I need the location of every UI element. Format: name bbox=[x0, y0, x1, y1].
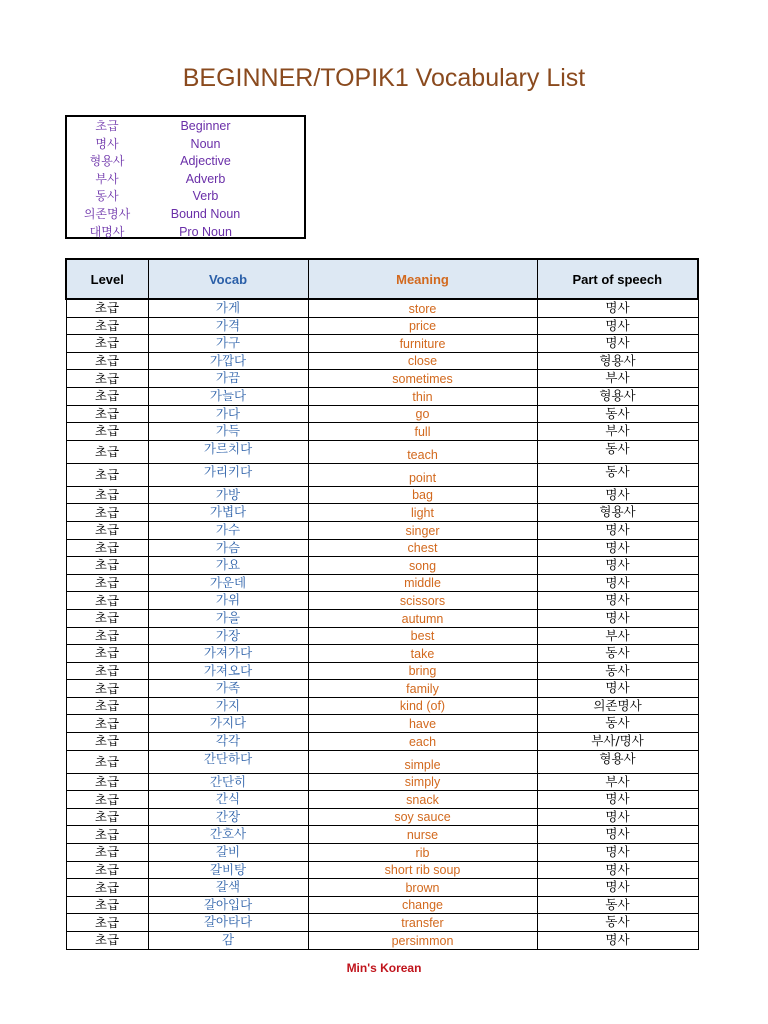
cell-meaning: take bbox=[308, 645, 537, 663]
table-row bbox=[66, 521, 698, 539]
cell-level: 초급 bbox=[66, 914, 148, 932]
header-part-of-speech: Part of speech bbox=[537, 259, 698, 299]
table-row bbox=[66, 773, 698, 791]
cell-level: 초급 bbox=[66, 521, 148, 539]
table-row bbox=[66, 317, 698, 335]
cell-vocab: 가운데 bbox=[148, 574, 308, 592]
table-header-row bbox=[66, 259, 698, 299]
table-row bbox=[66, 896, 698, 914]
legend-english: Bound Noun bbox=[170, 206, 241, 221]
cell-part-of-speech: 명사 bbox=[537, 539, 698, 557]
table-row bbox=[66, 423, 698, 441]
cell-meaning: full bbox=[308, 423, 537, 441]
table-row bbox=[66, 697, 698, 715]
cell-level: 초급 bbox=[66, 539, 148, 557]
cell-vocab: 갈비 bbox=[148, 844, 308, 862]
cell-part-of-speech: 부사/명사 bbox=[537, 733, 698, 751]
legend-row bbox=[67, 118, 304, 136]
cell-part-of-speech: 명사 bbox=[537, 861, 698, 879]
legend-korean: 명사 bbox=[95, 136, 119, 151]
cell-part-of-speech: 명사 bbox=[537, 879, 698, 897]
cell-part-of-speech: 명사 bbox=[537, 592, 698, 610]
cell-meaning: family bbox=[308, 680, 537, 698]
table-row bbox=[66, 791, 698, 809]
cell-vocab: 갈색 bbox=[148, 879, 308, 897]
cell-meaning: go bbox=[308, 405, 537, 423]
table-row bbox=[66, 750, 698, 773]
table-row bbox=[66, 440, 698, 463]
header-meaning: Meaning bbox=[308, 259, 537, 299]
cell-meaning: transfer bbox=[308, 914, 537, 932]
cell-part-of-speech: 명사 bbox=[537, 826, 698, 844]
table-row bbox=[66, 299, 698, 317]
cell-vocab: 간식 bbox=[148, 791, 308, 809]
legend-row bbox=[67, 188, 304, 206]
cell-meaning: have bbox=[308, 715, 537, 733]
cell-part-of-speech: 형용사 bbox=[537, 352, 698, 370]
cell-vocab: 가볍다 bbox=[148, 504, 308, 522]
cell-part-of-speech: 명사 bbox=[537, 609, 698, 627]
cell-vocab: 가수 bbox=[148, 521, 308, 539]
cell-part-of-speech: 명사 bbox=[537, 844, 698, 862]
cell-part-of-speech: 명사 bbox=[537, 680, 698, 698]
cell-vocab: 가끔 bbox=[148, 370, 308, 388]
cell-level: 초급 bbox=[66, 733, 148, 751]
legend-english: Pro Noun bbox=[179, 224, 232, 239]
cell-vocab: 가지 bbox=[148, 697, 308, 715]
cell-level: 초급 bbox=[66, 486, 148, 504]
table-row bbox=[66, 539, 698, 557]
table-row bbox=[66, 715, 698, 733]
legend-row bbox=[67, 153, 304, 171]
cell-meaning: singer bbox=[308, 521, 537, 539]
cell-level: 초급 bbox=[66, 826, 148, 844]
cell-part-of-speech: 형용사 bbox=[537, 504, 698, 522]
cell-meaning: each bbox=[308, 733, 537, 751]
cell-vocab: 가늘다 bbox=[148, 387, 308, 405]
cell-meaning: song bbox=[308, 557, 537, 575]
cell-level: 초급 bbox=[66, 662, 148, 680]
cell-level: 초급 bbox=[66, 791, 148, 809]
table-row bbox=[66, 808, 698, 826]
cell-meaning: soy sauce bbox=[308, 808, 537, 826]
cell-meaning: simply bbox=[308, 773, 537, 791]
legend-korean: 부사 bbox=[95, 171, 119, 186]
cell-vocab: 가다 bbox=[148, 405, 308, 423]
cell-level: 초급 bbox=[66, 808, 148, 826]
cell-vocab: 간호사 bbox=[148, 826, 308, 844]
cell-level: 초급 bbox=[66, 697, 148, 715]
cell-part-of-speech: 의존명사 bbox=[537, 697, 698, 715]
cell-vocab: 가방 bbox=[148, 486, 308, 504]
legend-english: Adverb bbox=[185, 171, 226, 186]
cell-vocab: 간장 bbox=[148, 808, 308, 826]
cell-level: 초급 bbox=[66, 609, 148, 627]
cell-part-of-speech: 부사 bbox=[537, 370, 698, 388]
legend-box bbox=[65, 115, 306, 239]
legend-row bbox=[67, 224, 304, 242]
cell-level: 초급 bbox=[66, 352, 148, 370]
cell-vocab: 가격 bbox=[148, 317, 308, 335]
cell-level: 초급 bbox=[66, 317, 148, 335]
cell-level: 초급 bbox=[66, 463, 148, 486]
table-row bbox=[66, 645, 698, 663]
cell-level: 초급 bbox=[66, 844, 148, 862]
cell-part-of-speech: 명사 bbox=[537, 574, 698, 592]
cell-level: 초급 bbox=[66, 879, 148, 897]
cell-part-of-speech: 동사 bbox=[537, 440, 698, 463]
cell-vocab: 가리키다 bbox=[148, 463, 308, 486]
table-row bbox=[66, 486, 698, 504]
cell-level: 초급 bbox=[66, 440, 148, 463]
cell-part-of-speech: 동사 bbox=[537, 645, 698, 663]
table-row bbox=[66, 463, 698, 486]
cell-part-of-speech: 명사 bbox=[537, 521, 698, 539]
cell-meaning: bring bbox=[308, 662, 537, 680]
cell-level: 초급 bbox=[66, 773, 148, 791]
cell-meaning: light bbox=[308, 504, 537, 522]
cell-meaning: price bbox=[308, 317, 537, 335]
table-row bbox=[66, 826, 698, 844]
cell-vocab: 가을 bbox=[148, 609, 308, 627]
cell-level: 초급 bbox=[66, 405, 148, 423]
cell-level: 초급 bbox=[66, 335, 148, 353]
cell-meaning: sometimes bbox=[308, 370, 537, 388]
cell-meaning: point bbox=[308, 463, 537, 486]
cell-vocab: 간단히 bbox=[148, 773, 308, 791]
legend-korean: 형용사 bbox=[89, 154, 125, 169]
cell-part-of-speech: 명사 bbox=[537, 791, 698, 809]
cell-meaning: close bbox=[308, 352, 537, 370]
cell-vocab: 가구 bbox=[148, 335, 308, 353]
cell-meaning: kind (of) bbox=[308, 697, 537, 715]
cell-vocab: 갈아입다 bbox=[148, 896, 308, 914]
cell-vocab: 가깝다 bbox=[148, 352, 308, 370]
legend-row bbox=[67, 206, 304, 224]
legend-korean: 의존명사 bbox=[83, 206, 131, 221]
cell-part-of-speech: 명사 bbox=[537, 557, 698, 575]
cell-level: 초급 bbox=[66, 504, 148, 522]
cell-meaning: simple bbox=[308, 750, 537, 773]
cell-meaning: middle bbox=[308, 574, 537, 592]
table-row bbox=[66, 879, 698, 897]
cell-level: 초급 bbox=[66, 557, 148, 575]
table-row bbox=[66, 609, 698, 627]
cell-meaning: rib bbox=[308, 844, 537, 862]
cell-part-of-speech: 동사 bbox=[537, 463, 698, 486]
table-row bbox=[66, 844, 698, 862]
table-row bbox=[66, 592, 698, 610]
cell-level: 초급 bbox=[66, 896, 148, 914]
table-row bbox=[66, 861, 698, 879]
legend-english: Adjective bbox=[180, 154, 231, 169]
cell-part-of-speech: 동사 bbox=[537, 405, 698, 423]
table-row bbox=[66, 662, 698, 680]
cell-vocab: 갈아타다 bbox=[148, 914, 308, 932]
cell-part-of-speech: 부사 bbox=[537, 423, 698, 441]
cell-vocab: 가져오다 bbox=[148, 662, 308, 680]
cell-vocab: 가르치다 bbox=[148, 440, 308, 463]
table-row bbox=[66, 627, 698, 645]
vocab-table bbox=[65, 258, 699, 950]
cell-vocab: 가지다 bbox=[148, 715, 308, 733]
table-row bbox=[66, 733, 698, 751]
cell-meaning: short rib soup bbox=[308, 861, 537, 879]
cell-meaning: persimmon bbox=[308, 932, 537, 950]
page-title: BEGINNER/TOPIK1 Vocabulary List bbox=[182, 64, 586, 92]
cell-vocab: 가위 bbox=[148, 592, 308, 610]
cell-vocab: 가장 bbox=[148, 627, 308, 645]
legend-korean: 대명사 bbox=[89, 224, 125, 239]
cell-level: 초급 bbox=[66, 932, 148, 950]
table-row bbox=[66, 352, 698, 370]
cell-part-of-speech: 형용사 bbox=[537, 387, 698, 405]
cell-meaning: teach bbox=[308, 440, 537, 463]
cell-part-of-speech: 동사 bbox=[537, 662, 698, 680]
cell-meaning: store bbox=[308, 299, 537, 317]
legend-row bbox=[67, 171, 304, 189]
cell-part-of-speech: 명사 bbox=[537, 299, 698, 317]
cell-meaning: furniture bbox=[308, 335, 537, 353]
table-row bbox=[66, 557, 698, 575]
cell-meaning: brown bbox=[308, 879, 537, 897]
cell-vocab: 각각 bbox=[148, 733, 308, 751]
cell-level: 초급 bbox=[66, 592, 148, 610]
cell-part-of-speech: 동사 bbox=[537, 914, 698, 932]
cell-meaning: nurse bbox=[308, 826, 537, 844]
cell-part-of-speech: 명사 bbox=[537, 317, 698, 335]
footer-brand: Min's Korean bbox=[346, 961, 422, 975]
cell-meaning: change bbox=[308, 896, 537, 914]
table-row bbox=[66, 387, 698, 405]
cell-part-of-speech: 동사 bbox=[537, 896, 698, 914]
table-row bbox=[66, 370, 698, 388]
cell-level: 초급 bbox=[66, 423, 148, 441]
cell-part-of-speech: 형용사 bbox=[537, 750, 698, 773]
cell-part-of-speech: 부사 bbox=[537, 773, 698, 791]
cell-vocab: 가게 bbox=[148, 299, 308, 317]
cell-vocab: 가득 bbox=[148, 423, 308, 441]
cell-level: 초급 bbox=[66, 627, 148, 645]
table-row bbox=[66, 405, 698, 423]
cell-level: 초급 bbox=[66, 645, 148, 663]
legend-english: Verb bbox=[192, 189, 219, 204]
cell-meaning: scissors bbox=[308, 592, 537, 610]
legend-english: Noun bbox=[190, 136, 221, 151]
legend-english: Beginner bbox=[180, 119, 231, 133]
cell-level: 초급 bbox=[66, 370, 148, 388]
cell-vocab: 갈비탕 bbox=[148, 861, 308, 879]
cell-vocab: 가요 bbox=[148, 557, 308, 575]
cell-level: 초급 bbox=[66, 750, 148, 773]
header-level: Level bbox=[66, 259, 148, 299]
table-row bbox=[66, 335, 698, 353]
cell-level: 초급 bbox=[66, 680, 148, 698]
legend-korean: 동사 bbox=[95, 189, 119, 204]
cell-part-of-speech: 동사 bbox=[537, 715, 698, 733]
table-row bbox=[66, 680, 698, 698]
table-row bbox=[66, 504, 698, 522]
header-vocab: Vocab bbox=[148, 259, 308, 299]
cell-part-of-speech: 명사 bbox=[537, 808, 698, 826]
cell-level: 초급 bbox=[66, 387, 148, 405]
cell-level: 초급 bbox=[66, 574, 148, 592]
cell-level: 초급 bbox=[66, 861, 148, 879]
cell-part-of-speech: 부사 bbox=[537, 627, 698, 645]
table-row bbox=[66, 932, 698, 950]
cell-meaning: autumn bbox=[308, 609, 537, 627]
cell-level: 초급 bbox=[66, 715, 148, 733]
table-row bbox=[66, 914, 698, 932]
legend-row bbox=[67, 136, 304, 154]
cell-meaning: bag bbox=[308, 486, 537, 504]
cell-vocab: 가슴 bbox=[148, 539, 308, 557]
cell-part-of-speech: 명사 bbox=[537, 335, 698, 353]
cell-meaning: best bbox=[308, 627, 537, 645]
cell-part-of-speech: 명사 bbox=[537, 932, 698, 950]
cell-meaning: thin bbox=[308, 387, 537, 405]
cell-meaning: snack bbox=[308, 791, 537, 809]
table-row bbox=[66, 574, 698, 592]
cell-vocab: 감 bbox=[148, 932, 308, 950]
cell-vocab: 가져가다 bbox=[148, 645, 308, 663]
legend-korean: 초급 bbox=[95, 119, 119, 133]
cell-part-of-speech: 명사 bbox=[537, 486, 698, 504]
cell-vocab: 가족 bbox=[148, 680, 308, 698]
cell-vocab: 간단하다 bbox=[148, 750, 308, 773]
cell-level: 초급 bbox=[66, 299, 148, 317]
cell-meaning: chest bbox=[308, 539, 537, 557]
